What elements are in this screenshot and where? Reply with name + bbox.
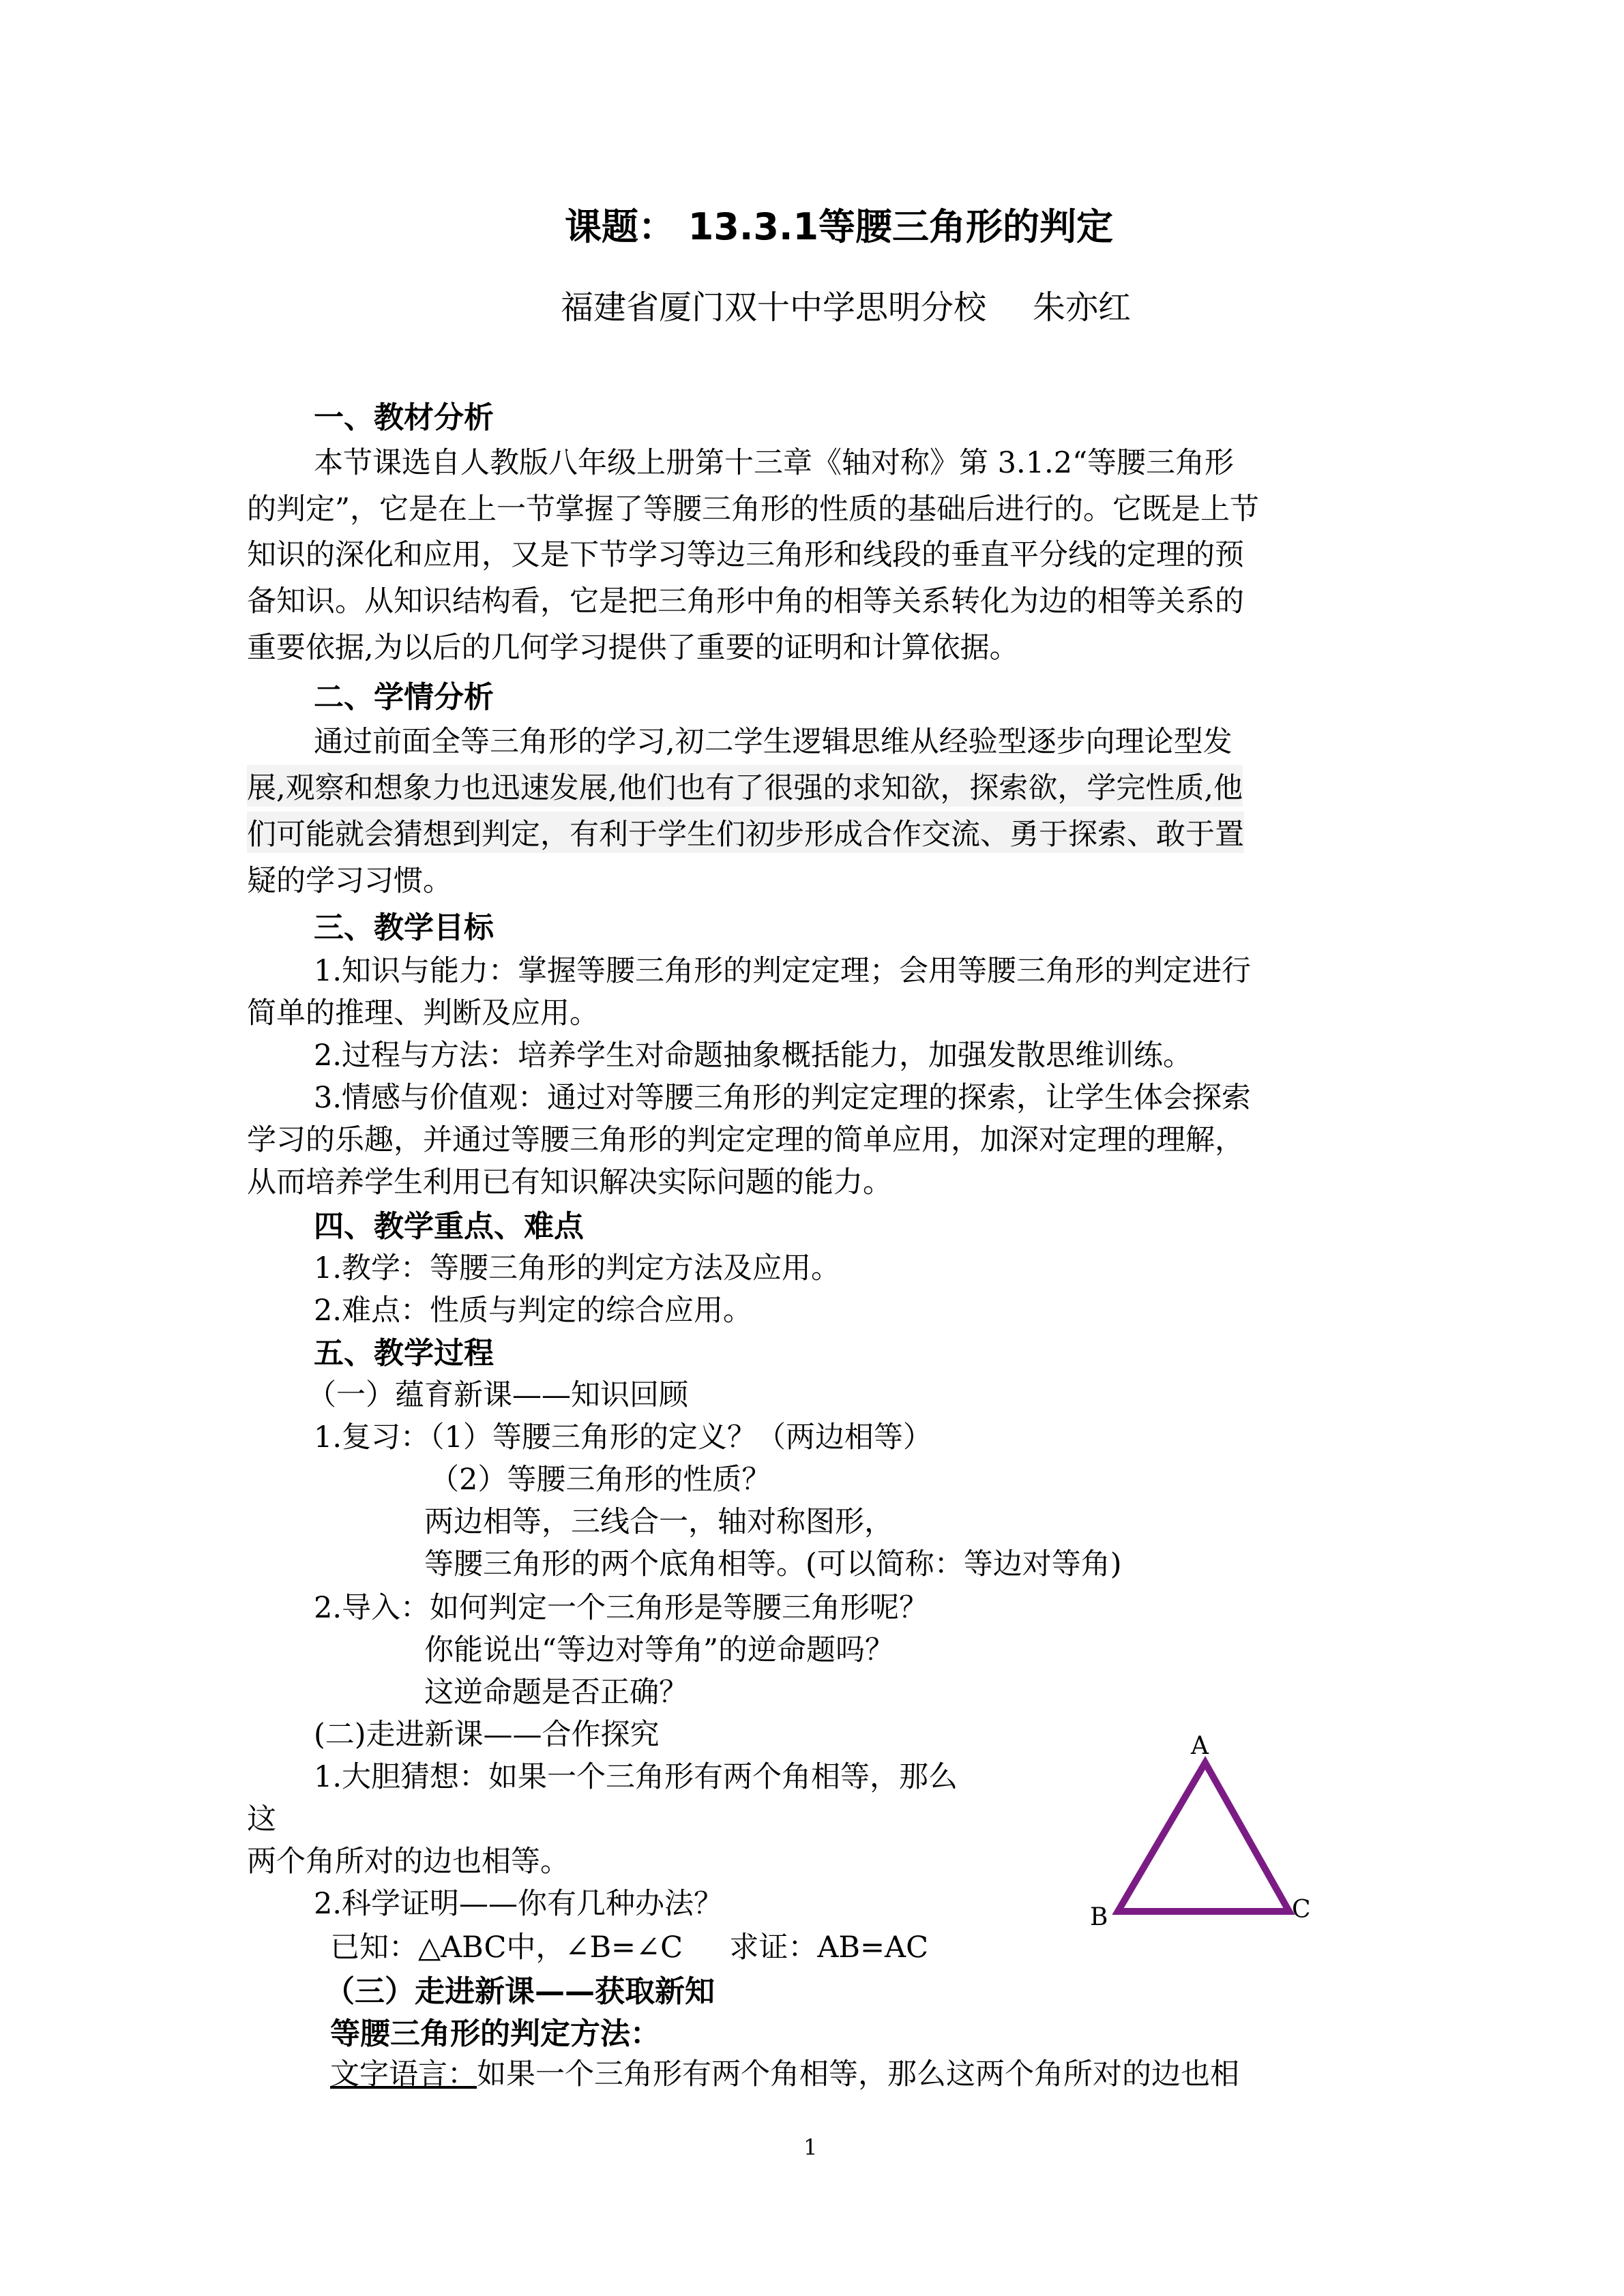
vertex-label-c: C [1292, 1896, 1311, 1924]
section-heading-teaching-goals: 三、教学目标 [314, 910, 494, 945]
page-title: 课题： 13.3.1等腰三角形的判定 [564, 205, 1114, 248]
section-heading-textbook-analysis: 一、教材分析 [314, 400, 494, 435]
paragraph-line: 两边相等，三线合一，轴对称图形， [424, 1505, 894, 1539]
paragraph-line: 等腰三角形的两个底角相等。(可以简称：等边对等角) [424, 1547, 1122, 1581]
paragraph-line: 你能说出“等边对等角”的逆命题吗？ [424, 1633, 894, 1667]
paragraph-line: 备知识。从知识结构看，它是把三角形中角的相等关系转化为边的相等关系的 [247, 584, 1244, 618]
paragraph-line: 3.情感与价值观：通过对等腰三角形的判定定理的探索，让学生体会探索 [314, 1081, 1252, 1115]
paragraph-line: 们可能就会猜想到判定，有利于学生们初步形成合作交流、勇于探索、敢于置 [247, 811, 1244, 853]
school-name: 福建省厦门双十中学思明分校 [560, 288, 986, 327]
paragraph-line: 学习的乐趣，并通过等腰三角形的判定定理的简单应用，加深对定理的理解， [247, 1123, 1244, 1157]
paragraph-line: 1.知识与能力：掌握等腰三角形的判定定理；会用等腰三角形的判定进行 [314, 954, 1252, 988]
paragraph-line: 这 [247, 1802, 276, 1836]
section-heading-student-analysis: 二、学情分析 [314, 680, 494, 715]
paragraph-line: 两个角所对的边也相等。 [247, 1845, 570, 1879]
paragraph-line: 1.教学：等腰三角形的判定方法及应用。 [314, 1251, 841, 1285]
section-heading-key-points: 四、教学重点、难点 [314, 1209, 584, 1244]
triangle-abc [1118, 1763, 1289, 1911]
vertex-label-b: B [1090, 1903, 1108, 1931]
paragraph-line: 2.难点：性质与判定的综合应用。 [314, 1294, 753, 1328]
paragraph-line: 疑的学习习惯。 [247, 864, 452, 898]
paragraph-line: 通过前面全等三角形的学习,初二学生逻辑思维从经验型逐步向理论型发 [314, 725, 1232, 759]
paragraph-line: 2.导入：如何判定一个三角形是等腰三角形呢？ [314, 1591, 929, 1625]
given-prove-line: 已知：△ABC中，∠B=∠C 求证：AB=AC [330, 1930, 928, 1965]
paragraph-line: （2）等腰三角形的性质？ [430, 1463, 771, 1497]
paragraph-line: 简单的推理、判断及应用。 [247, 996, 599, 1030]
paragraph-line: 重要依据,为以后的几何学习提供了重要的证明和计算依据。 [247, 631, 1019, 665]
subsection-heading: (二)走进新课——合作探究 [314, 1718, 660, 1752]
page-number: 1 [803, 2134, 818, 2160]
paragraph-line: 知识的深化和应用，又是下节学习等边三角形和线段的垂直平分线的定理的预 [247, 538, 1244, 572]
subsection-heading: （一）蕴育新课——知识回顾 [307, 1378, 688, 1412]
text-language-body: 如果一个三角形有两个角相等，那么这两个角所对的边也相 [477, 2057, 1239, 2091]
text-language-label: 文字语言： [330, 2057, 477, 2091]
section-heading-teaching-process: 五、教学过程 [314, 1336, 494, 1371]
paragraph-line: 展,观察和想象力也迅速发展,他们也有了很强的求知欲，探索欲，学完性质,他 [247, 765, 1243, 807]
paragraph-line: 2.科学证明——你有几种办法？ [314, 1887, 724, 1921]
paragraph-line: 1.大胆猜想：如果一个三角形有两个角相等，那么 [314, 1760, 958, 1794]
method-heading: 等腰三角形的判定方法： [330, 2016, 660, 2051]
triangle-figure [1078, 1718, 1323, 1937]
author-line [0, 281, 1624, 328]
vertex-label-a: A [1191, 1732, 1209, 1760]
text-language-line [330, 2051, 1239, 2093]
subsection-heading: （三）走进新课——获取新知 [325, 1974, 715, 2009]
paragraph-line: 本节课选自人教版八年级上册第十三章《轴对称》第 3.1.2“等腰三角形 [314, 446, 1235, 480]
paragraph-line: 这逆命题是否正确？ [424, 1675, 688, 1710]
paragraph-line: 从而培养学生利用已有知识解决实际问题的能力。 [247, 1165, 892, 1199]
paragraph-line: 的判定”，它是在上一节掌握了等腰三角形的性质的基础后进行的。它既是上节 [247, 492, 1259, 526]
paragraph-line: 2.过程与方法：培养学生对命题抽象概括能力，加强发散思维训练。 [314, 1039, 1193, 1073]
author-name: 朱亦红 [1033, 288, 1132, 327]
paragraph-line: 1.复习：（1）等腰三角形的定义？（两边相等） [314, 1420, 932, 1455]
